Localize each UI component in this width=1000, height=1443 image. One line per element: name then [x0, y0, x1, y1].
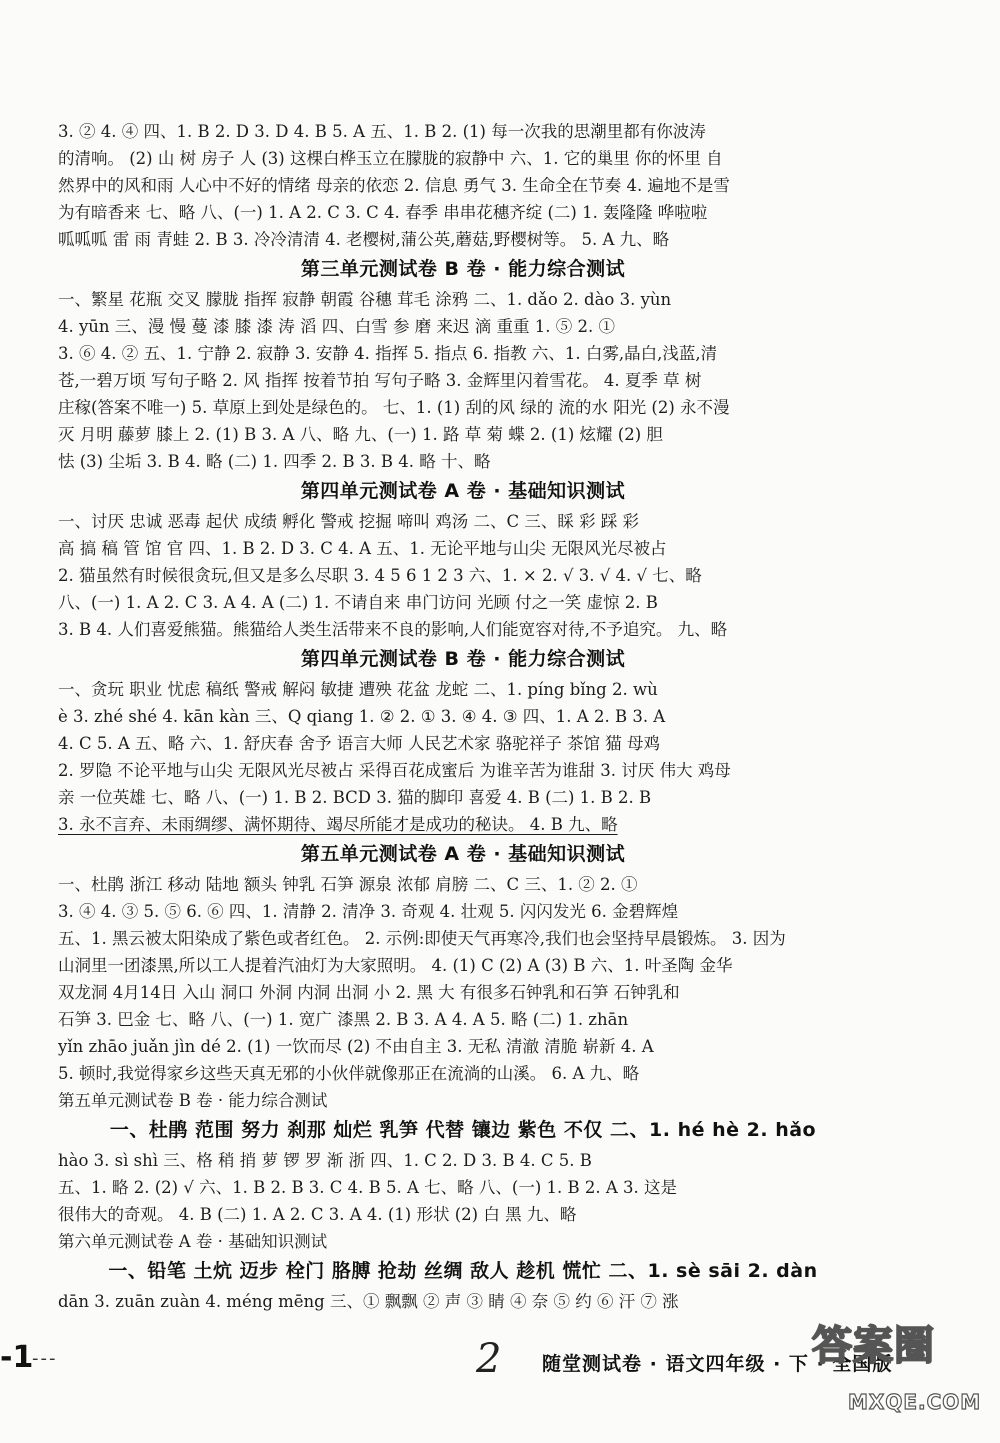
- answer-line: 第六单元测试卷 A 卷 · 基础知识测试: [58, 1232, 328, 1251]
- answer-line: 3. B 4. 人们喜爱熊猫。熊猫给人类生活带来不良的影响,人们能宽容对待,不予追究。 九、略: [58, 620, 728, 639]
- answer-line: 4. C 5. A 五、略 六、1. 舒庆春 舍予 语言大师 人民艺术家 骆驼祥子 茶馆 猫 母鸡: [58, 734, 660, 753]
- watermark-text: 答案圈: [812, 1323, 935, 1369]
- answer-line: 然界中的风和雨 人心中不好的情绪 母亲的依恋 2. 信息 勇气 3. 生命全在节奏 4. 遍地不是雪: [58, 176, 730, 195]
- answer-line: 4. yūn 三、漫 慢 蔓 漆 膝 漆 涛 滔 四、白雪 参 磨 来迟 滴 重重 1. ⑤ 2. ①: [58, 317, 615, 336]
- answer-line: 为有暗香来 七、略 八、(一) 1. A 2. C 3. C 4. 春季 串串花穗齐绽 (二) 1. 轰隆隆 哗啦啦: [58, 203, 708, 222]
- answer-line: 2. 罗隐 不论平地与山尖 无限风光尽被占 采得百花成蜜后 为谁辛苦为谁甜 3. 讨厌 伟大 鸡母: [58, 761, 731, 780]
- answer-line: yǐn zhāo juǎn jìn dé 2. (1) 一饮而尽 (2) 不由自主 3. 无私 清澈 清脆 崭新 4. A: [58, 1037, 654, 1056]
- book-title-footer: 随堂测试卷 · 语文四年级 · 下 · 全国版: [542, 1353, 893, 1375]
- answer-line: 一、贪玩 职业 忧虑 稿纸 警戒 解闷 敏捷 遭殃 花盆 龙蛇 二、1. píng bǐng 2. wù: [58, 680, 658, 699]
- answer-line: 3. ④ 4. ③ 5. ⑤ 6. ⑥ 四、1. 清静 2. 清净 3. 奇观 4. 壮观 5. 闪闪发光 6. 金碧辉煌: [58, 902, 679, 921]
- answer-line: 石笋 3. 巴金 七、略 八、(一) 1. 宽广 漆黑 2. B 3. A 4. A 5. 略 (二) 1. zhān: [58, 1010, 629, 1029]
- answer-line: 五、1. 略 2. (2) √ 六、1. B 2. B 3. C 4. B 5. A 七、略 八、(一) 1. B 2. A 3. 这是: [58, 1178, 678, 1197]
- answer-line: 的清响。 (2) 山 树 房子 人 (3) 这棵白桦玉立在朦胧的寂静中 六、1. 它的巢里 你的怀里 自: [58, 149, 723, 168]
- answer-line: hào 3. sì shì 三、格 稍 捎 萝 锣 罗 渐 浙 四、1. C 2. D 3. B 4. C 5. B: [58, 1151, 592, 1170]
- answer-line: dān 3. zuān zuàn 4. méng mēng 三、① 飘飘 ② 声 ③ 睛 ④ 奈 ⑤ 约 ⑥ 汗 ⑦ 涨: [58, 1292, 679, 1311]
- answer-line: 怯 (3) 尘垢 3. B 4. 略 (二) 1. 四季 2. B 3. B 4. 略 十、略: [58, 452, 491, 471]
- section-heading: 第五单元测试卷 A 卷 · 基础知识测试: [300, 843, 626, 865]
- answer-line: 亲 一位英雄 七、略 八、(一) 1. B 2. BCD 3. 猫的脚印 喜爱 4. B (二) 1. B 2. B: [58, 788, 652, 807]
- section-heading: 第四单元测试卷 B 卷 · 能力综合测试: [300, 648, 626, 670]
- handwritten-page-number: 2: [476, 1336, 502, 1382]
- answer-line: 第五单元测试卷 B 卷 · 能力综合测试: [58, 1091, 328, 1110]
- answer-line: 苍,一碧万顷 写句子略 2. 风 指挥 按着节拍 写句子略 3. 金辉里闪着雪花。 4. 夏季 草 树: [58, 371, 702, 390]
- answer-line: 3. 永不言弃、未雨绸缪、满怀期待、竭尽所能才是成功的秘诀。 4. B 九、略: [58, 815, 618, 834]
- watermark-url: MXQE.COM: [848, 1390, 982, 1414]
- answer-line: 3. ② 4. ④ 四、1. B 2. D 3. D 4. B 5. A 五、1. B 2. (1) 每一次我的思潮里都有你波涛: [58, 122, 706, 141]
- answer-line: 一、繁星 花瓶 交叉 朦胧 指挥 寂静 朝霞 谷穗 茸毛 涂鸦 二、1. dǎo 2. dào 3. yùn: [58, 290, 672, 309]
- answer-line: 高 搞 稿 管 馆 官 四、1. B 2. D 3. C 4. A 五、1. 无论平地与山尖 无限风光尽被占: [58, 539, 667, 558]
- answer-line: 山洞里一团漆黑,所以工人提着汽油灯为大家照明。 4. (1) C (2) A (3) B 六、1. 叶圣陶 金华: [58, 956, 733, 975]
- answer-content: [58, 118, 868, 1315]
- answer-line: 一、讨厌 忠诚 恶毒 起伏 成绩 孵化 警戒 挖掘 啼叫 鸡汤 二、C 三、睬 彩 踩 彩: [58, 512, 640, 531]
- page-edge-mark: -1: [0, 1340, 34, 1375]
- answer-line: 灭 月明 藤萝 膝上 2. (1) B 3. A 八、略 九、(一) 1. 路 草 菊 蝶 2. (1) 炫耀 (2) 胆: [58, 425, 663, 444]
- answer-line: 双龙洞 4月14日 入山 洞口 外洞 内洞 出洞 小 2. 黑 大 有很多石钟乳和石笋 石钟乳和: [58, 983, 680, 1002]
- answer-line: 呱呱呱 雷 雨 青蛙 2. B 3. 冷冷清清 4. 老樱树,蒲公英,蘑菇,野樱树等。 5. A 九、略: [58, 230, 670, 249]
- section-heading: 一、铅笔 土炕 迈步 栓门 胳膊 抢劫 丝绸 敌人 趁机 慌忙 二、1. sè sāi 2. dàn: [108, 1260, 818, 1282]
- answer-line: 5. 顿时,我觉得家乡这些天真无邪的小伙伴就像那正在流淌的山溪。 6. A 九、略: [58, 1064, 640, 1083]
- section-heading: 第三单元测试卷 B 卷 · 能力综合测试: [300, 258, 626, 280]
- section-heading: 一、杜鹃 范围 努力 刹那 灿烂 乳笋 代替 镶边 紫色 不仅 二、1. hé hè 2. hǎo: [109, 1119, 817, 1141]
- answer-line: 庄稼(答案不唯一) 5. 草原上到处是绿色的。 七、1. (1) 刮的风 绿的 流的水 阳光 (2) 永不漫: [58, 398, 730, 417]
- answer-line: 很伟大的奇观。 4. B (二) 1. A 2. C 3. A 4. (1) 形状 (2) 白 黑 九、略: [58, 1205, 577, 1224]
- answer-line: 2. 猫虽然有时候很贪玩,但又是多么尽职 3. 4 5 6 1 2 3 六、1. × 2. √ 3. √ 4. √ 七、略: [58, 566, 702, 585]
- answer-line: 八、(一) 1. A 2. C 3. A 4. A (二) 1. 不请自来 串门访问 光顾 付之一笑 虚惊 2. B: [58, 593, 658, 612]
- answer-line: 一、杜鹃 浙江 移动 陆地 额头 钟乳 石笋 源泉 浓郁 肩膀 二、C 三、1. ② 2. ①: [58, 875, 638, 894]
- section-heading: 第四单元测试卷 A 卷 · 基础知识测试: [300, 480, 626, 502]
- answer-line: è 3. zhé shé 4. kān kàn 三、Q qiang 1. ② 2. ① 3. ④ 4. ③ 四、1. A 2. B 3. A: [58, 707, 666, 726]
- answer-line: 3. ⑥ 4. ② 五、1. 宁静 2. 寂静 3. 安静 4. 指挥 5. 指点 6. 指教 六、1. 白雾,晶白,浅蓝,清: [58, 344, 718, 363]
- watermark-logo: [808, 1306, 988, 1436]
- answer-line: 五、1. 黑云被太阳染成了紫色或者红色。 2. 示例:即使天气再寒冷,我们也会坚持早晨锻炼。 3. 因为: [58, 929, 786, 948]
- footer-dash: ---: [32, 1348, 58, 1369]
